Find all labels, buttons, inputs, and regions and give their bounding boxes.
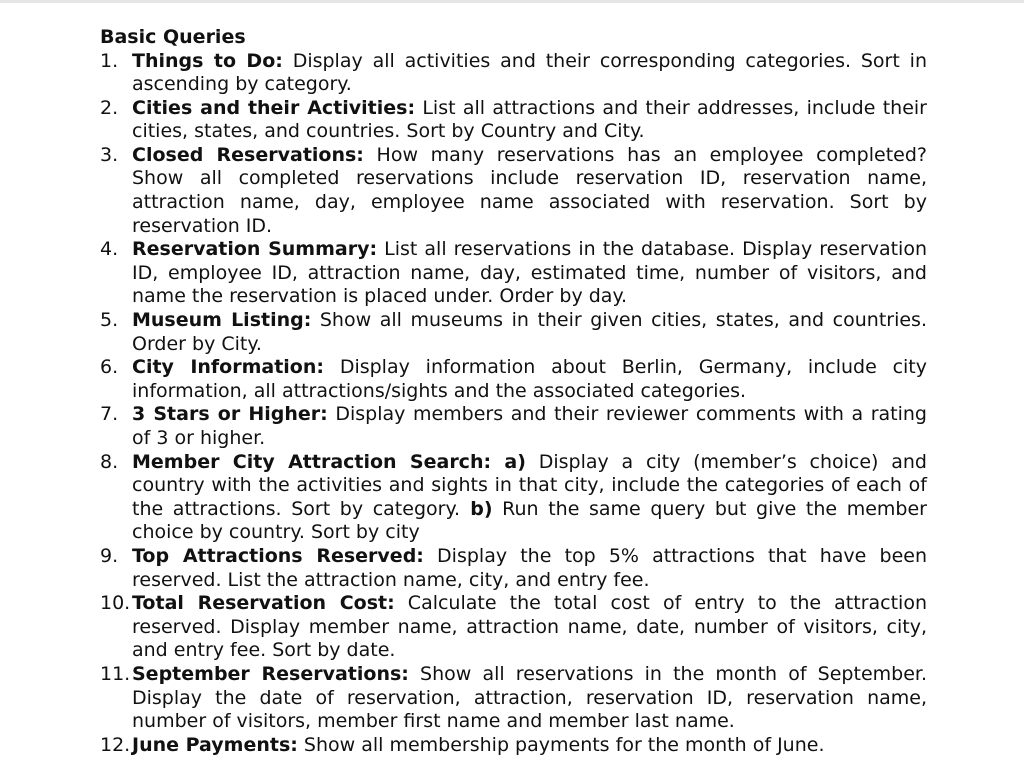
list-item (100, 309, 927, 356)
item-number: 2. (100, 96, 119, 119)
list-item (100, 144, 927, 238)
item-title: Museum Listing: (132, 309, 312, 332)
item-title: Member City Attraction Search: (132, 450, 492, 473)
item-title: September Reservations: (132, 662, 409, 685)
top-border (0, 0, 1024, 3)
item-text: Show all membership payments for the month of June. (297, 733, 825, 756)
list-item (100, 451, 927, 545)
item-number: 8. (100, 450, 119, 473)
item-text: Display members and their reviewer comments with a rating of 3 or higher. (132, 403, 927, 449)
item-title: 3 Stars or Higher: (132, 403, 328, 426)
item-text: Show all museums in their given cities, states, and countries. Order by City. (132, 309, 927, 355)
item-number: 3. (100, 143, 119, 166)
sub-label-b: b) (460, 497, 493, 520)
item-text: Show all reservations in the month of September. Display the date of reservation, attraction, reservation ID, reservation name, number of visitors, member first name and member last name. (132, 662, 927, 733)
item-title: Cities and their Activities: (132, 96, 416, 119)
item-title: City Information: (132, 356, 324, 379)
item-number: 11. (100, 662, 131, 685)
item-number: 5. (100, 309, 119, 332)
item-number: 7. (100, 403, 119, 426)
item-number: 9. (100, 544, 119, 567)
item-number: 1. (100, 49, 119, 72)
list-item (100, 97, 927, 144)
list-item (100, 734, 927, 758)
section-heading: Basic Queries (100, 26, 246, 48)
item-text: Display all activities and their corresponding categories. Sort in ascending by category. (132, 49, 927, 96)
query-list (100, 50, 927, 758)
item-text-a: Display a city (member’s choice) and country with the activities and sights in that city, include the categories of each of the attractions. Sort by category. (132, 450, 927, 520)
item-number: 4. (100, 238, 119, 261)
sub-label-a: a) (491, 450, 526, 473)
item-text: How many reservations has an employee completed? Show all completed reservations include reservation ID, reservation name, attraction name, day, employee name associated with reservation. Sort by reservation ID. (132, 143, 927, 237)
item-text: Display the top 5% attractions that have been reserved. List the attraction name, city, and entry fee. (132, 544, 927, 591)
item-number: 10. (100, 592, 131, 615)
list-item (100, 592, 927, 663)
list-item (100, 50, 927, 97)
item-title: June Payments: (132, 733, 298, 756)
item-title: Closed Reservations: (132, 143, 364, 166)
item-title: Total Reservation Cost: (132, 592, 395, 615)
item-number: 12. (100, 733, 131, 756)
item-title: Top Attractions Reserved: (132, 544, 424, 567)
item-text: Display information about Berlin, Germany, include city information, all attractions/sights and the associated categories. (132, 356, 928, 402)
list-item (100, 238, 927, 309)
list-item (100, 356, 927, 403)
document-body (100, 26, 927, 757)
list-item (100, 663, 927, 734)
item-text-b: Run the same query but give the member choice by country. Sort by city (132, 497, 927, 544)
item-text: List all reservations in the database. Display reservation ID, employee ID, attraction name, day, estimated time, number of visitors, and name the reservation is placed under. Order by day. (132, 238, 928, 308)
item-title: Reservation Summary: (132, 238, 378, 261)
item-text: List all attractions and their addresses, include their cities, states, and countries. Sort by Country and City. (132, 96, 927, 143)
item-title: Things to Do: (132, 49, 283, 72)
list-item (100, 545, 927, 592)
list-item (100, 403, 927, 450)
item-text: Calculate the total cost of entry to the attraction reserved. Display member name, attraction name, date, number of visitors, city, and entry fee. Sort by date. (132, 592, 927, 662)
item-number: 6. (100, 356, 119, 379)
